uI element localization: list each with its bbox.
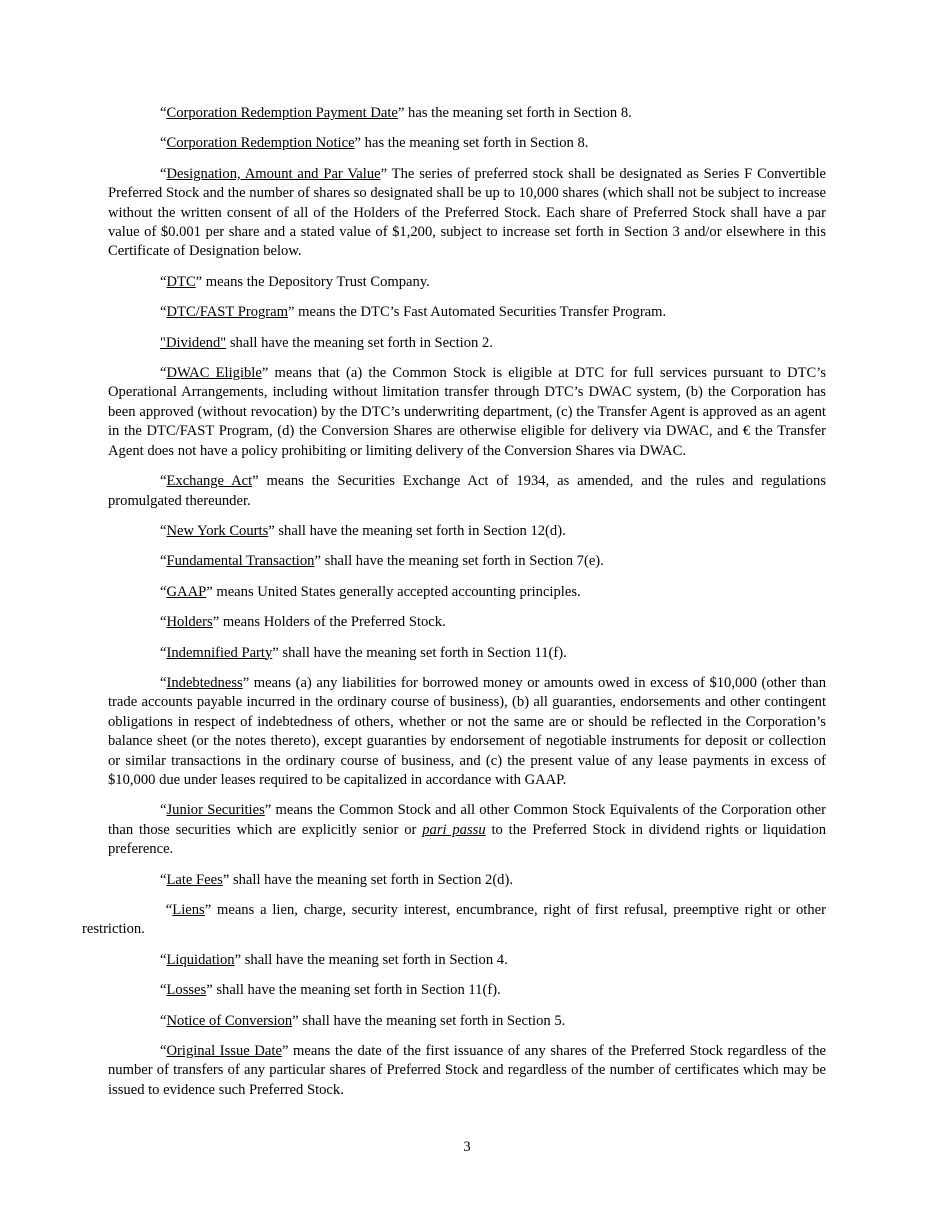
definition-text: ” shall have the meaning set forth in Section 11(f).: [206, 982, 501, 999]
lead-quote: “: [160, 871, 167, 888]
defined-term: Liquidation: [166, 951, 235, 968]
defined-term: Holders: [166, 614, 213, 631]
lead-quote: “: [160, 951, 167, 968]
definition-text: ” means the Depository Trust Company.: [195, 273, 430, 290]
lead-quote: “: [160, 614, 167, 631]
definition-text: ” means a lien, charge, security interest, encumbrance, right of first refusal, preemptive right or other restriction.: [82, 902, 826, 938]
defined-term: Liens: [172, 902, 205, 918]
defined-term: Losses: [166, 982, 207, 999]
defined-term: Junior Securities: [166, 802, 265, 819]
definition-paragraph: [108, 522, 826, 541]
definition-text: ” means United States generally accepted accounting principles.: [206, 583, 581, 600]
defined-term: Corporation Redemption Notice: [166, 135, 355, 152]
defined-term: GAAP: [166, 583, 207, 600]
definition-text: ” means Holders of the Preferred Stock.: [212, 614, 446, 631]
definition-text: ” means (a) any liabilities for borrowed money or amounts owed in excess of $10,000 (other than trade accounts payable incurred in the ordinary course of business), (b) all guaranties, endorsements and other contingent obligations in respect of indebtedness of others, whether or not the same are or should be reflected in the Corporation’s balance sheet (or the notes thereto), except guaranties by endorsement of negotiable instruments for deposit or collection or similar transactions in the ordinary course of business, and (c) the present value of any lease payments in excess of $10,000 due under leases required to be capitalized in accordance with GAAP.: [108, 674, 826, 788]
definition-text: ” The series of preferred stock shall be designated as Series F Convertible Preferred Stock and the number of shares so designated shall be up to 10,000 shares (which shall not be subject to increase without the written consent of all of the Holders of the Preferred Stock. Each share of Preferred Stock shall have a par value of $0.001 per share and a stated value of $1,200, subject to increase set forth in Section 3 and/or elsewhere in this Certificate of Designation below.: [108, 165, 827, 260]
defined-term: DWAC Eligible: [166, 365, 262, 382]
lead-quote: “: [160, 304, 167, 321]
lead-quote: “: [160, 644, 167, 661]
lead-quote: “: [160, 365, 167, 382]
defined-term: Indemnified Party: [166, 644, 273, 661]
defined-term: New York Courts: [166, 522, 269, 539]
definition-paragraph: [108, 165, 826, 262]
definition-text-after-italic: to the Preferred Stock in dividend rights or liquidation preference.: [108, 821, 826, 858]
lead-quote: “: [160, 583, 167, 600]
definition-text-before-italic: ” means the Common Stock and all other Common Stock Equivalents of the Corporation other than those securities which are explicitly senior or: [108, 802, 826, 838]
definition-paragraph: [108, 273, 826, 292]
lead-quote: “: [160, 1012, 167, 1029]
defined-term: Fundamental Transaction: [166, 553, 315, 570]
defined-term: Notice of Conversion: [166, 1012, 293, 1029]
definition-paragraph: [108, 644, 826, 663]
definition-text: ” shall have the meaning set forth in Section 2(d).: [222, 871, 513, 888]
definition-paragraph: [108, 981, 826, 1000]
defined-term: DTC: [166, 273, 196, 290]
definition-paragraph: [108, 552, 826, 571]
lead-quote: “: [160, 802, 167, 819]
lead-quote: “: [160, 902, 173, 918]
document-body: [82, 104, 827, 1100]
lead-quote: “: [160, 273, 167, 290]
lead-quote: “: [160, 982, 167, 999]
definition-paragraph: [108, 104, 826, 123]
definition-text: ” means the Securities Exchange Act of 1934, as amended, and the rules and regulations promulgated thereunder.: [108, 473, 827, 509]
lead-quote: “: [160, 473, 167, 490]
definition-paragraph: [82, 901, 826, 940]
lead-quote: “: [160, 165, 167, 182]
italic-latin-term: pari passu: [422, 821, 486, 838]
defined-term: Corporation Redemption Payment Date: [166, 105, 398, 121]
defined-term: Late Fees: [166, 871, 223, 888]
defined-term: Exchange Act: [166, 473, 253, 490]
lead-quote: “: [160, 105, 167, 121]
definition-paragraph: [108, 472, 826, 511]
definition-text: ” has the meaning set forth in Section 8.: [354, 135, 589, 152]
definition-text: shall have the meaning set forth in Section 2.: [226, 334, 493, 351]
definition-paragraph: [108, 364, 826, 461]
definition-paragraph: [108, 583, 826, 602]
defined-term: "Dividend": [160, 334, 227, 351]
definition-paragraph: [108, 334, 826, 353]
page-number: 3: [463, 1139, 471, 1155]
definition-text: ” shall have the meaning set forth in Section 5.: [292, 1012, 566, 1029]
lead-quote: “: [160, 135, 167, 152]
defined-term: Indebtedness: [166, 674, 243, 691]
definition-text: ” shall have the meaning set forth in Section 12(d).: [268, 522, 566, 539]
lead-quote: “: [160, 522, 167, 539]
defined-term: Original Issue Date: [166, 1043, 282, 1060]
definition-paragraph: [108, 1012, 826, 1031]
definition-paragraph: [108, 801, 826, 859]
defined-term: Designation, Amount and Par Value: [166, 165, 381, 182]
definition-text: ” means that (a) the Common Stock is eligible at DTC for full services pursuant to DTC’s Operational Arrangements, including without limitation transfer through DTC’s DWAC system, (b) the Corporation has been approved (without revocation) by the DTC’s underwriting department, (c) the Transfer Agent is approved as an agent in the DTC/FAST Program, (d) the Conversion Shares are otherwise eligible for delivery via DWAC, and € the Transfer Agent does not have a policy prohibiting or limiting delivery of the Conversion Shares via DWAC.: [108, 365, 826, 459]
definition-paragraph: [108, 303, 826, 322]
definition-text: ” means the date of the first issuance of any shares of the Preferred Stock regardless of the number of transfers of any particular shares of Preferred Stock and regardless of the number of certificates which may be issued to evidence such Preferred Stock.: [108, 1043, 826, 1098]
definition-paragraph: [108, 951, 826, 970]
definition-paragraph: [108, 134, 826, 153]
lead-quote: “: [160, 1043, 167, 1060]
definition-paragraph: [108, 871, 826, 890]
definition-paragraph: [108, 674, 826, 790]
lead-quote: “: [160, 553, 167, 570]
definition-text: ” shall have the meaning set forth in Section 7(e).: [314, 553, 604, 570]
lead-quote: “: [160, 674, 167, 691]
definition-text: ” has the meaning set forth in Section 8.: [397, 105, 632, 121]
definition-text: ” shall have the meaning set forth in Section 4.: [234, 951, 508, 968]
definition-text: ” shall have the meaning set forth in Section 11(f).: [272, 644, 567, 661]
defined-term: DTC/FAST Program: [166, 304, 288, 321]
definition-paragraph: [108, 613, 826, 632]
definition-paragraph: [108, 1042, 826, 1100]
definition-text: ” means the DTC’s Fast Automated Securities Transfer Program.: [287, 304, 667, 321]
